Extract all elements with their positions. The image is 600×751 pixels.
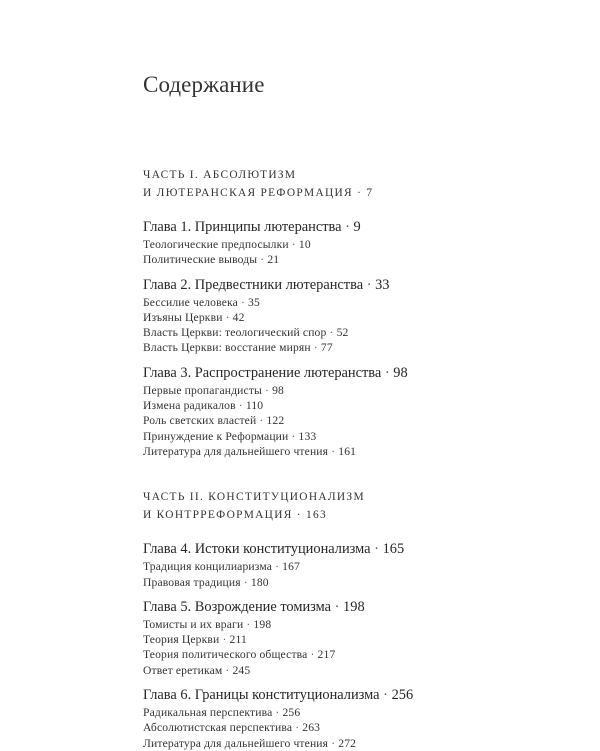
chapter-entry[interactable] xyxy=(143,364,583,459)
section-title: Роль светских властей xyxy=(143,414,257,428)
section-page-number: 10 xyxy=(298,238,311,251)
chapter-entry[interactable] xyxy=(143,540,583,590)
section-title: Теория Церкви xyxy=(143,633,220,647)
chapter-page-number: 98 xyxy=(393,364,408,381)
middle-dot-separator: · xyxy=(243,617,254,631)
table-of-contents xyxy=(143,166,583,751)
middle-dot-separator: · xyxy=(272,706,283,720)
page-title: Содержание xyxy=(143,72,265,97)
section-entry[interactable] xyxy=(143,295,583,310)
section-page-number: 211 xyxy=(229,633,247,647)
chapter-title[interactable] xyxy=(143,364,583,382)
section-title: Традиция концилиаризма xyxy=(143,560,273,574)
middle-dot-separator: · xyxy=(222,663,233,677)
chapter-page-number: 165 xyxy=(382,541,405,558)
section-entry[interactable] xyxy=(143,429,583,444)
middle-dot-separator: · xyxy=(328,736,339,750)
middle-dot-separator: · xyxy=(381,364,394,381)
section-entry[interactable] xyxy=(143,340,583,355)
chapter-title[interactable] xyxy=(143,598,583,616)
chapter-entry[interactable] xyxy=(143,598,583,678)
section-entry[interactable] xyxy=(143,575,583,590)
section-entry[interactable] xyxy=(143,736,583,751)
section-title: Литература для дальнейшего чтения xyxy=(143,444,329,458)
section-title: Ответ еретикам xyxy=(143,663,223,677)
section-list xyxy=(143,559,583,590)
part-heading xyxy=(143,488,583,524)
section-entry[interactable] xyxy=(143,383,583,398)
section-entry[interactable] xyxy=(143,413,583,428)
section-title: Литература для дальнейшего чтения xyxy=(143,736,329,750)
chapter-page-number: 198 xyxy=(343,598,365,615)
section-entry[interactable] xyxy=(143,252,583,267)
section-page-number: 245 xyxy=(232,663,251,677)
chapter-title-text: Глава 4. Истоки конституционализма xyxy=(143,541,371,558)
chapter-entry[interactable] xyxy=(143,276,583,356)
section-entry[interactable] xyxy=(143,705,583,720)
section-page-number: 161 xyxy=(338,444,357,458)
section-title: Первые пропагандисты xyxy=(143,383,262,397)
section-entry[interactable] xyxy=(143,663,583,678)
section-page-number: 98 xyxy=(272,383,284,397)
chapter-title-text: Глава 3. Распространение лютеранства xyxy=(143,364,382,381)
middle-dot-separator: · xyxy=(222,310,233,324)
chapter-title[interactable] xyxy=(143,276,583,294)
chapter-title-text: Глава 5. Возрождение томизма xyxy=(143,598,332,615)
middle-dot-separator: · xyxy=(237,295,248,309)
section-entry[interactable] xyxy=(143,647,583,662)
section-page-number: 110 xyxy=(245,399,264,413)
middle-dot-separator: · xyxy=(326,326,337,340)
chapter-title-text: Глава 1. Принципы лютеранства xyxy=(143,219,342,235)
chapter-page-number: 256 xyxy=(391,687,414,704)
middle-dot-separator: · xyxy=(363,276,376,293)
middle-dot-separator: · xyxy=(235,399,246,413)
section-page-number: 263 xyxy=(302,721,321,735)
section-title: Измена радикалов xyxy=(143,399,236,413)
part-heading-line: И ЛЮТЕРАНСКАЯ РЕФОРМАЦИЯ · 7 xyxy=(143,187,374,199)
chapter-title[interactable] xyxy=(143,686,583,704)
part-heading-line: ЧАСТЬ I. АБСОЛЮТИЗМ xyxy=(143,169,297,181)
section-list xyxy=(143,295,583,356)
section-title: Власть Церкви: теологический спор xyxy=(143,326,327,340)
section-entry[interactable] xyxy=(143,559,583,574)
section-title: Принуждение к Реформации xyxy=(143,429,289,443)
section-entry[interactable] xyxy=(143,720,583,735)
section-page-number: 256 xyxy=(282,706,301,720)
section-page-number: 217 xyxy=(317,648,336,662)
middle-dot-separator: · xyxy=(256,414,267,428)
chapter-title[interactable] xyxy=(143,540,583,558)
section-title: Правовая традиция xyxy=(143,575,241,589)
section-title: Томисты и их враги xyxy=(143,617,244,631)
middle-dot-separator: · xyxy=(341,219,354,235)
middle-dot-separator: · xyxy=(370,541,383,558)
section-title: Теологические предпосылки xyxy=(143,238,289,251)
middle-dot-separator: · xyxy=(257,253,268,267)
chapter-entry[interactable] xyxy=(143,686,583,751)
middle-dot-separator: · xyxy=(261,383,273,397)
section-page-number: 35 xyxy=(248,295,260,309)
section-entry[interactable] xyxy=(143,398,583,413)
middle-dot-separator: · xyxy=(292,721,303,735)
section-page-number: 21 xyxy=(267,253,280,267)
section-page-number: 42 xyxy=(232,310,245,324)
chapter-page-number: 33 xyxy=(375,276,390,293)
section-entry[interactable] xyxy=(143,632,583,647)
chapter-entry[interactable] xyxy=(143,218,583,268)
section-entry[interactable] xyxy=(143,325,583,340)
middle-dot-separator: · xyxy=(240,575,251,589)
section-title: Радикальная перспектива xyxy=(143,706,273,720)
section-title: Изъяны Церкви xyxy=(143,310,223,324)
part-heading xyxy=(143,166,583,202)
section-title: Абсолютистская перспектива xyxy=(143,721,293,735)
section-list xyxy=(143,705,583,751)
section-title: Политические выводы xyxy=(143,253,258,267)
section-page-number: 77 xyxy=(320,341,333,355)
middle-dot-separator: · xyxy=(288,238,299,251)
middle-dot-separator: · xyxy=(328,444,339,458)
section-list xyxy=(143,617,583,678)
section-entry[interactable] xyxy=(143,237,583,252)
section-list xyxy=(143,383,583,459)
section-entry[interactable] xyxy=(143,617,583,632)
section-title: Бессилие человека xyxy=(143,295,238,309)
chapter-title[interactable] xyxy=(143,218,583,236)
part-heading-line: И КОНТРРЕФОРМАЦИЯ · 163 xyxy=(143,509,328,522)
middle-dot-separator: · xyxy=(288,429,299,443)
middle-dot-separator: · xyxy=(331,598,344,615)
middle-dot-separator: · xyxy=(272,560,283,574)
section-title: Теория политического общества xyxy=(143,648,308,662)
section-page-number: 133 xyxy=(298,429,317,443)
middle-dot-separator: · xyxy=(219,633,230,647)
section-page-number: 167 xyxy=(282,560,300,574)
section-page-number: 198 xyxy=(253,617,272,631)
section-entry[interactable] xyxy=(143,444,583,459)
section-page-number: 272 xyxy=(338,736,357,750)
middle-dot-separator: · xyxy=(379,687,392,704)
part-heading-line: ЧАСТЬ II. КОНСТИТУЦИОНАЛИЗМ xyxy=(143,491,365,504)
section-list xyxy=(143,237,583,268)
middle-dot-separator: · xyxy=(307,648,318,662)
chapter-title-text: Глава 6. Границы конституционализма xyxy=(143,687,380,704)
chapter-page-number: 9 xyxy=(353,219,361,235)
section-title: Власть Церкви: восстание мирян xyxy=(143,341,311,355)
section-entry[interactable] xyxy=(143,310,583,325)
chapter-title-text: Глава 2. Предвестники лютеранства xyxy=(143,276,364,293)
section-page-number: 180 xyxy=(250,575,269,589)
section-page-number: 122 xyxy=(266,414,285,428)
section-page-number: 52 xyxy=(336,326,349,340)
middle-dot-separator: · xyxy=(310,341,321,355)
